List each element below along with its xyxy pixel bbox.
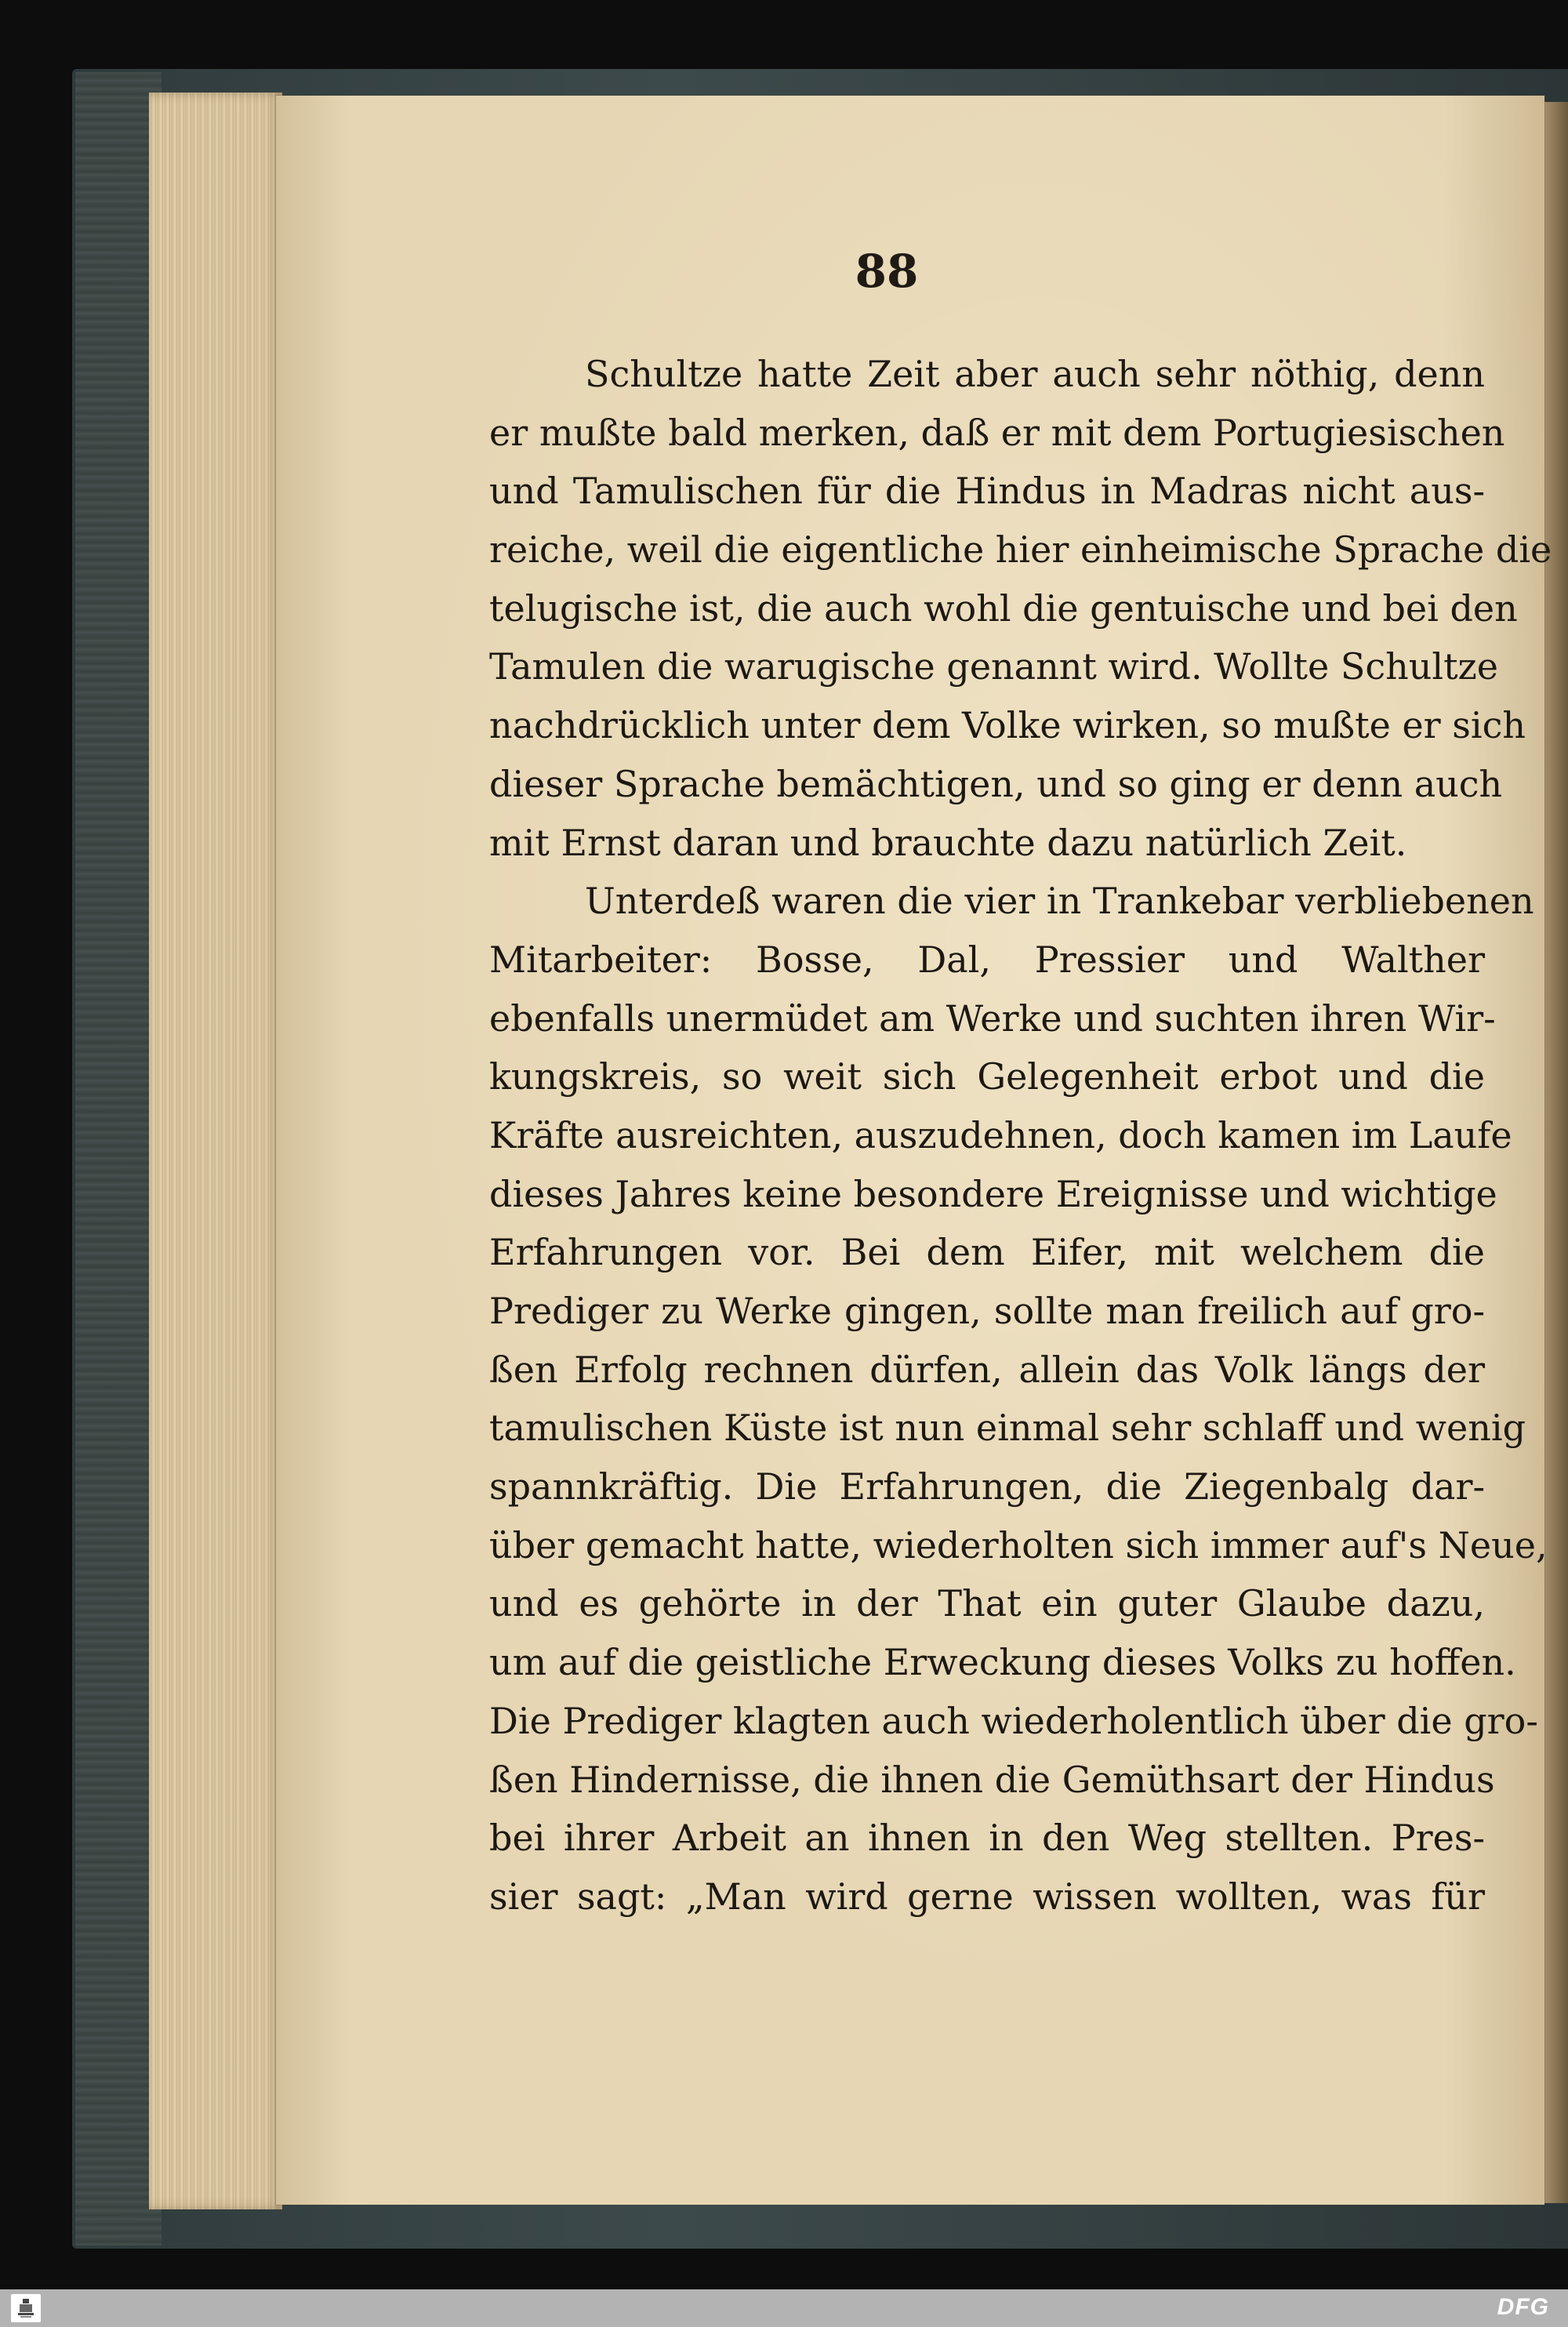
text-line: Mitarbeiter: Bosse, Dal, Pressier und Walther (489, 938, 1485, 981)
library-crest-icon (16, 2297, 36, 2319)
page-edges (149, 93, 282, 2209)
text-line: ßen Hindernisse, die ihnen die Gemüthsart der Hindus (489, 1758, 1495, 1801)
text-line: sier sagt: „Man wird gerne wissen wollten, was für (489, 1875, 1485, 1918)
text-line: nachdrücklich unter dem Volke wirken, so mußte er sich (489, 704, 1526, 747)
text-line: telugische ist, die auch wohl die gentuische und bei den (489, 586, 1518, 630)
text-line: reiche, weil die eigentliche hier einheimische Sprache die (489, 528, 1552, 572)
dfg-logo: DFG (1497, 2294, 1549, 2320)
text-line: Unterdeß waren die vier in Trankebar verbliebenen (585, 880, 1534, 923)
text-line: dieses Jahres keine besondere Ereignisse und wichtige (489, 1172, 1497, 1215)
text-line: mit Ernst daran und brauchte dazu natürlich Zeit. (489, 821, 1407, 864)
text-line: ßen Erfolg rechnen dürfen, allein das Volk längs der (489, 1348, 1485, 1391)
text-line: Schultze hatte Zeit aber auch sehr nöthig, denn (585, 353, 1485, 395)
page-number: 88 (855, 245, 919, 298)
text-line: spannkräftig. Die Erfahrungen, die Ziegenbalg dar- (489, 1465, 1485, 1508)
text-line: Tamulen die warugische genannt wird. Wollte Schultze (489, 645, 1499, 688)
viewer-footer-bar (0, 2289, 1568, 2327)
text-line: dieser Sprache bemächtigen, und so ging er denn auch (489, 762, 1503, 805)
text-line: um auf die geistliche Erweckung dieses Volks zu hoffen. (489, 1641, 1516, 1684)
library-logo-icon (11, 2294, 41, 2322)
page-text (489, 345, 1552, 1926)
text-line: Die Prediger klagten auch wiederholentlich über die gro- (489, 1699, 1538, 1742)
text-line: er mußte bald merken, daß er mit dem Portugiesischen (489, 411, 1505, 454)
text-line: ebenfalls unermüdet am Werke und suchten ihren Wir- (489, 997, 1496, 1040)
text-line: tamulischen Küste ist nun einmal sehr schlaff und wenig (489, 1407, 1526, 1450)
book-page (276, 96, 1552, 2205)
text-line: und Tamulischen für die Hindus in Madras nicht aus- (489, 470, 1485, 513)
text-line: Prediger zu Werke gingen, sollte man freilich auf gro- (489, 1290, 1485, 1332)
text-line: bei ihrer Arbeit an ihnen in den Weg stellten. Pres- (489, 1817, 1485, 1860)
text-line: und es gehörte in der That ein guter Glaube dazu, (489, 1582, 1485, 1625)
text-line: kungskreis, so weit sich Gelegenheit erbot und die (489, 1055, 1485, 1098)
text-line: Erfahrungen vor. Bei dem Eifer, mit welchem die (489, 1231, 1485, 1274)
text-line: Kräfte ausreichten, auszudehnen, doch kamen im Laufe (489, 1113, 1512, 1156)
text-line: über gemacht hatte, wiederholten sich immer auf's Neue, (489, 1523, 1548, 1566)
